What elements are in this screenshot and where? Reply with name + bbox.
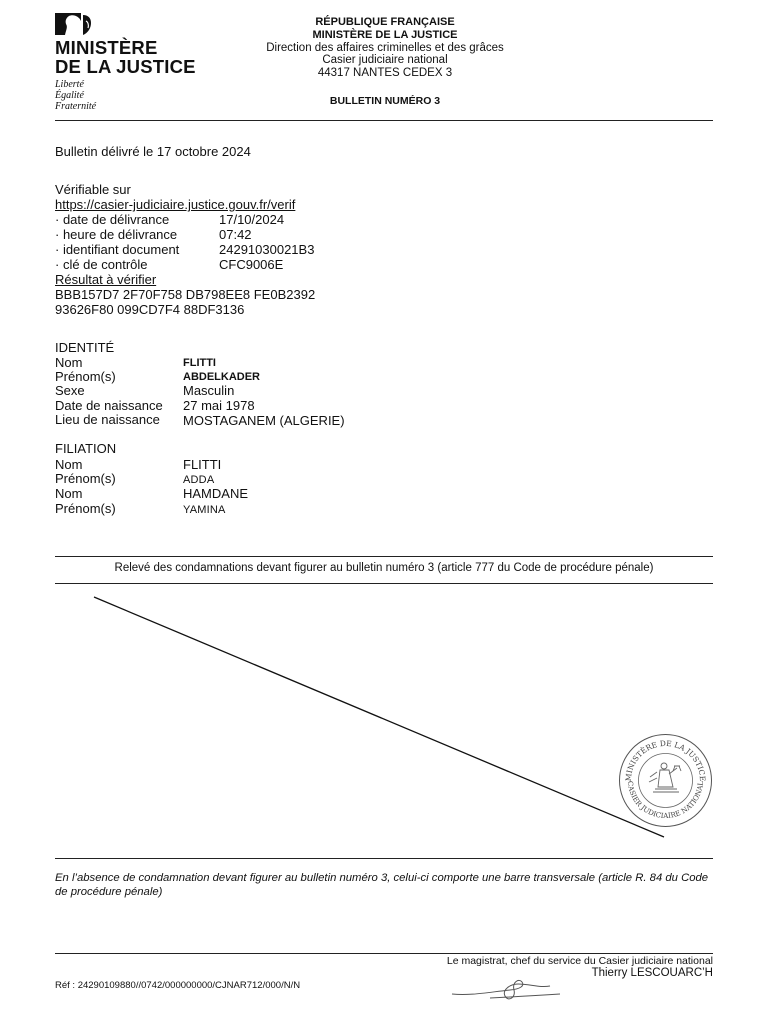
mother-firstname-label: Prénom(s) bbox=[55, 501, 116, 516]
delivery-time-value: 07:42 bbox=[219, 227, 252, 242]
delivery-date-value: 17/10/2024 bbox=[219, 212, 285, 227]
identity-sex-value: Masculin bbox=[183, 383, 235, 398]
direction-label: Direction des affaires criminelles et des grâces bbox=[266, 41, 504, 54]
logo-title-line2: DE LA JUSTICE bbox=[55, 56, 196, 77]
result-label: Résultat à vérifier bbox=[55, 272, 157, 287]
identity-heading: IDENTITÉ bbox=[55, 340, 115, 355]
control-key-value: CFC9006E bbox=[219, 257, 284, 272]
identity-birthplace-label: Lieu de naissance bbox=[55, 412, 160, 427]
ministry-label: MINISTÈRE DE LA JUSTICE bbox=[312, 28, 458, 41]
svg-text:CASIER JUDICIAIRE NATIONAL: CASIER JUDICIAIRE NATIONAL bbox=[625, 780, 706, 821]
motto-egalite: Égalité bbox=[55, 90, 84, 101]
motto-fraternite: Fraternité bbox=[55, 101, 97, 112]
delivery-time-label: · heure de délivrance bbox=[55, 227, 178, 242]
identity-birthdate-label: Date de naissance bbox=[55, 398, 163, 413]
republic-label: RÉPUBLIQUE FRANÇAISE bbox=[315, 16, 455, 28]
verify-intro: Vérifiable sur bbox=[55, 182, 131, 197]
signatory-role: Le magistrat, chef du service du Casier judiciaire national bbox=[446, 955, 713, 967]
issue-date-text: Bulletin délivré le 17 octobre 2024 bbox=[55, 144, 251, 159]
identity-firstname-label: Prénom(s) bbox=[55, 369, 116, 384]
identity-birthplace-value: MOSTAGANEM (ALGERIE) bbox=[183, 413, 345, 428]
hash-line-1: BBB157D7 2F70F758 DB798EE8 FE0B2392 bbox=[55, 287, 316, 302]
logo-title-line1: MINISTÈRE bbox=[55, 37, 158, 58]
service-label: Casier judiciaire national bbox=[322, 54, 448, 67]
father-firstname-label: Prénom(s) bbox=[55, 471, 116, 486]
signature-scribble bbox=[450, 972, 600, 1006]
father-name-value: FLITTI bbox=[183, 457, 222, 472]
address-label: 44317 NANTES CEDEX 3 bbox=[317, 67, 453, 80]
father-firstname-value: ADDA bbox=[183, 474, 215, 486]
footnote-text: En l’absence de condamnation devant figurer au bulletin numéro 3, celui-ci comporte une barre transversale (article R. 84 du Code de procédure pénale) bbox=[55, 872, 709, 898]
document-id-label: · identifiant document bbox=[55, 242, 180, 257]
signatory-name: Thierry LESCOUARC’H bbox=[591, 967, 713, 979]
document-id-value: 24291030021B3 bbox=[219, 242, 315, 257]
svg-text:MINISTÈRE DE LA JUSTICE: MINISTÈRE DE LA JUSTICE bbox=[623, 738, 708, 782]
identity-name-label: Nom bbox=[55, 355, 83, 370]
footnote-top-rule bbox=[55, 858, 713, 859]
delivery-date-label: · date de délivrance bbox=[55, 212, 170, 227]
mother-name-value: HAMDANE bbox=[183, 486, 249, 501]
transversal-bar-line bbox=[94, 597, 664, 837]
condemnations-title: Relevé des condamnations devant figurer au bulletin numéro 3 (article 777 du Code de procédure pénale) bbox=[114, 562, 654, 574]
verify-url-link[interactable]: https://casier-judiciaire.justice.gouv.fr/verif bbox=[55, 197, 296, 212]
hash-line-2: 93626F80 099CD7F4 88DF3136 bbox=[55, 302, 245, 317]
identity-sex-label: Sexe bbox=[55, 383, 85, 398]
father-name-label: Nom bbox=[55, 457, 83, 472]
control-key-label: · clé de contrôle bbox=[55, 257, 148, 272]
mother-firstname-value: YAMINA bbox=[183, 504, 226, 516]
identity-firstname-value: ABDELKADER bbox=[183, 371, 260, 383]
bulletin-number: BULLETIN NUMÉRO 3 bbox=[329, 95, 441, 107]
document-reference: Réf : 24290109880//0742/000000000/CJNAR712/000/N/N bbox=[55, 980, 301, 991]
footer-rule bbox=[55, 953, 713, 954]
motto-liberte: Liberté bbox=[55, 79, 84, 90]
seal-stamp bbox=[617, 732, 714, 829]
mother-name-label: Nom bbox=[55, 486, 83, 501]
filiation-heading: FILIATION bbox=[55, 441, 117, 456]
identity-birthdate-value: 27 mai 1978 bbox=[183, 398, 255, 413]
identity-name-value: FLITTI bbox=[183, 357, 216, 369]
